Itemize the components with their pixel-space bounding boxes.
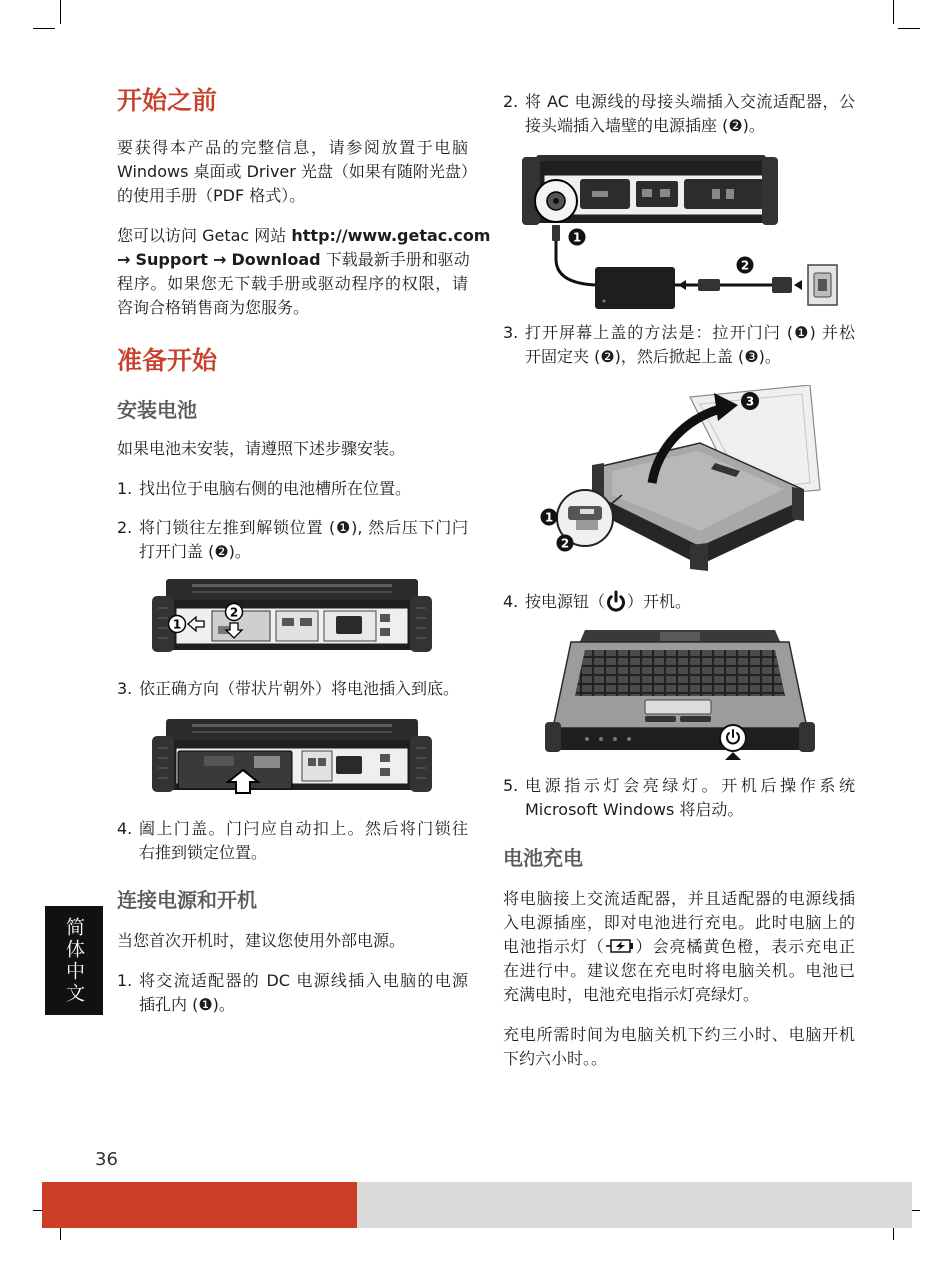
step-number: 1. [117,971,133,990]
paragraph-line [117,248,468,272]
paragraph-line [117,224,491,248]
figure-ac-adapter-connection [522,155,838,311]
step-number: 4. [117,819,133,838]
paragraph-line: 要获得本产品的完整信息，请参阅放置于电脑 [117,138,468,157]
website-line2-tail: 下载最新手册和驱动 [320,250,470,269]
figure-open-lid [540,385,822,577]
paragraph-line: 充电所需时间为电脑关机下约三小时、电脑开机 [503,1025,855,1044]
callout-number: 2 [740,258,750,273]
page-number: 36 [95,1149,118,1170]
ac-power-cord [675,277,802,293]
battery-step-2 [117,516,468,564]
paragraph-line: 充满电时，电池充电指示灯亮绿灯。 [503,985,760,1004]
step-text-after-icon: ）开机。 [627,592,692,611]
charging-paragraph [503,887,855,1007]
subheading-battery-charging: 电池充电 [503,846,583,870]
callout-2 [737,257,754,274]
download-label: Download [231,250,321,269]
callout-number: 2 [229,605,239,620]
wall-outlet [808,265,837,305]
callout-number: 1 [544,510,554,525]
heading-before-you-start: 开始之前 [117,86,218,115]
language-tab-label: 简体中文 [63,916,85,1005]
step-number: 3. [117,679,133,698]
intro-paragraph [117,136,477,208]
callout-1 [569,229,586,246]
figure-battery-insert [152,718,432,794]
step-text [525,590,855,614]
heading-getting-started: 准备开始 [117,346,218,375]
paragraph-line: 入电源插座，即对电池进行充电。此时电脑上的 [503,913,855,932]
power-step-2 [503,90,855,138]
ac-adapter [595,267,675,309]
text-after-icon: ）会亮橘黄色橙，表示充电正 [634,937,855,956]
step-text: 将 AC 电源线的母接头端插入交流适配器，公 [525,92,855,111]
laptop-open-illustration [545,630,815,752]
step-text: 开固定夹 (❷)，然后掀起上盖 (❸)。 [525,347,781,366]
website-paragraph [117,224,491,320]
step-text: 插孔内 (❶)。 [139,995,235,1014]
callout-2 [226,604,243,621]
step-text: 阖上门盖。门闩应自动扣上。然后将门锁往 [139,819,468,838]
crop-mark [898,28,920,29]
callout-number: 1 [572,230,582,245]
step-text: 打开门盖 (❷)。 [139,542,251,561]
paragraph-line: 程序。如果您无下载手册或驱动程序的权限，请 [117,274,468,293]
crop-mark [60,0,61,24]
step-text: 打开屏幕上盖的方法是：拉开门闩 (❶) 并松 [525,323,855,342]
footer-bar-gray [357,1182,912,1228]
website-url: http://www.getac.com [291,226,491,245]
figure-battery-door-unlock [152,578,432,653]
figure-power-on [545,630,815,760]
arrow-glyph: → [212,250,227,269]
step-number: 5. [503,776,519,795]
paragraph-line: 在进行中。建议您在充电时将电脑关机。电池已 [503,961,855,980]
arrow-glyph: → [117,250,131,269]
battery-step-4 [117,817,468,865]
paragraph-line: 将电脑接上交流适配器，并且适配器的电源线插 [503,889,855,908]
step-text: 右推到锁定位置。 [139,843,268,862]
battery-charging-icon [605,937,635,955]
step-text-before-icon: 按电源钮（ [525,592,606,611]
footer-bar-red [42,1182,357,1228]
callout-2 [557,535,574,552]
paragraph-line: 咨询合格销售商为您服务。 [117,298,310,317]
website-lead-text: 您可以访问 Getac 网站 [117,226,292,245]
step-text: 将交流适配器的 DC 电源线插入电脑的电源 [139,971,468,990]
step-text: 电源指示灯会亮绿灯。开机后操作系统 [525,776,855,795]
paragraph-line: 的使用手册（PDF 格式）。 [117,186,306,205]
step-number: 3. [503,323,519,342]
step-number: 2. [503,92,519,111]
charging-time-paragraph [503,1023,855,1071]
connect-power-intro: 当您首次开机时，建议您使用外部电源。 [117,931,406,950]
subheading-install-battery: 安装电池 [117,398,197,422]
power-step-5 [503,774,855,822]
step-text: 找出位于电脑右侧的电池槽所在位置。 [139,479,412,498]
callout-number: 1 [172,617,182,632]
power-button-callout [720,725,746,760]
battery-step-1 [117,477,468,501]
step-text: 依正确方向（带状片朝外）将电池插入到底。 [139,679,460,698]
step-number: 1. [117,479,133,498]
step-number: 2. [117,518,133,537]
callout-3 [741,392,759,410]
support-label: Support [135,250,208,269]
power-step-3 [503,321,855,369]
battery-step-3 [117,677,468,701]
callout-1 [169,616,186,633]
power-step-4 [503,590,855,614]
crop-mark [893,0,894,24]
install-battery-intro: 如果电池未安装，请遵照下述步骤安装。 [117,439,406,458]
language-tab [45,906,103,1015]
dc-jack-highlight [535,180,577,222]
callout-1 [541,509,558,526]
power-icon [605,590,627,612]
callout-number: 3 [745,394,755,409]
laptop-side-illustration [152,579,432,652]
paragraph-line [503,935,855,959]
paragraph-line: Windows 桌面或 Driver 光盘（如果有随附光盘） [117,162,477,181]
paragraph-line: 下约六小时。。 [503,1049,608,1068]
step-text: 将门锁往左推到解锁位置 (❶), 然后压下门闩 [139,518,468,537]
power-step-1 [117,969,468,1017]
subheading-connect-power: 连接电源和开机 [117,888,257,912]
step-text: 接头端插入墙壁的电源插座 (❷)。 [525,116,765,135]
callout-number: 2 [560,536,570,551]
text-before-icon: 电池指示灯（ [503,937,605,956]
crop-mark [33,28,55,29]
step-text: Microsoft Windows 将启动。 [525,800,744,819]
step-number: 4. [503,592,519,611]
